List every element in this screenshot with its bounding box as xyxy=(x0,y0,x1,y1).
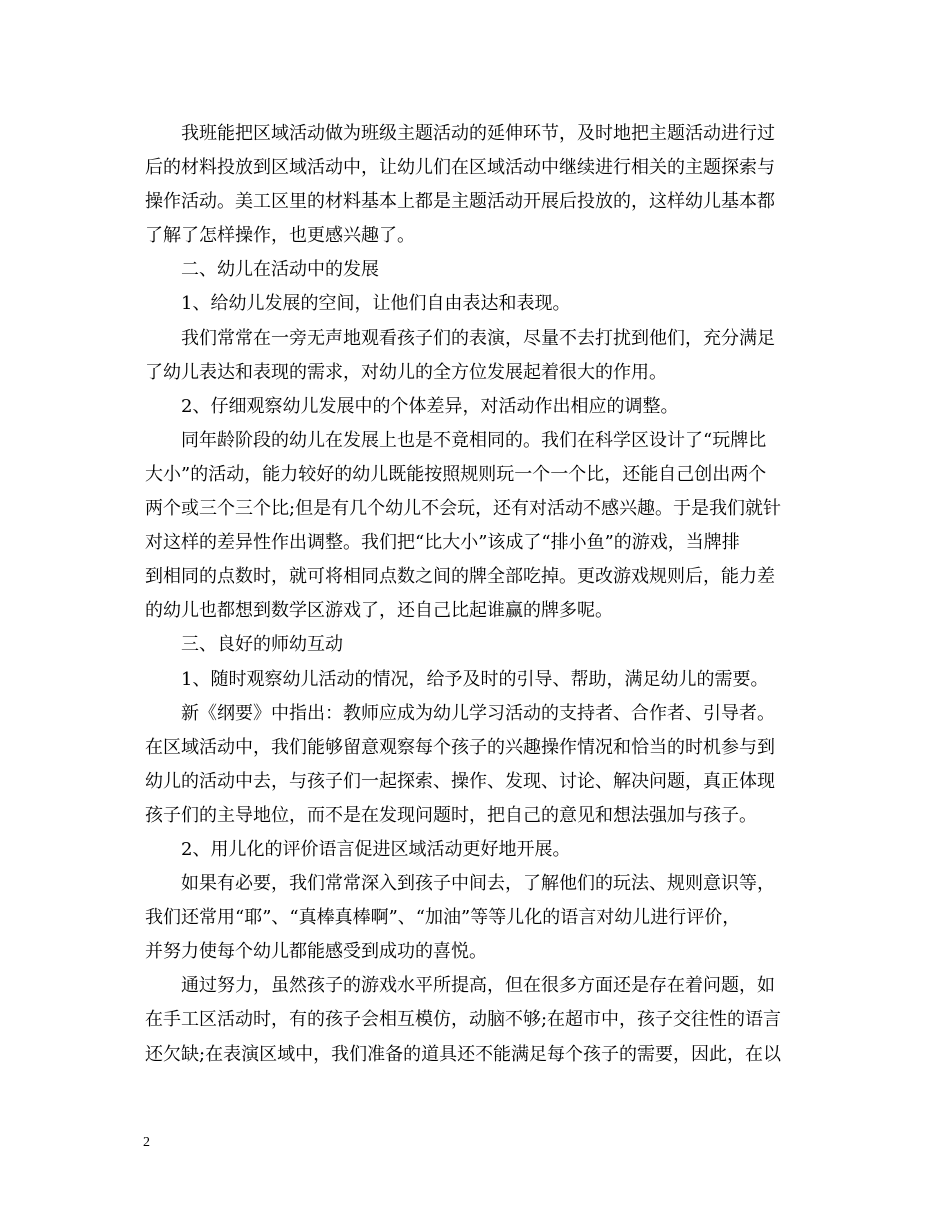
paragraph-intro: 我班能把区域活动做为班级主题活动的延伸环节，及时地把主题活动进行过 后的材料投放到区域活动中，让幼儿们在区域活动中继续进行相关的主题探索与 操作活动。美工区里的材料基本上都是主题活动开展后投放的，这样幼儿基本都 了解了怎样操作，也更感兴趣了。 xyxy=(145,123,775,247)
paragraph-3-1: 新《纲要》中指出：教师应成为幼儿学习活动的支持者、合作者、引导者。 在区域活动中，我们能够留意观察每个孩子的兴趣操作情况和恰当的时机参与到 幼儿的活动中去，与孩子们一起探索、操作、发现、讨论、解决问题，真正体现 孩子们的主导地位，而不是在发现问题时，把自己的意见和想法强加与孩子。 xyxy=(145,702,775,826)
subheading-2-1: 1、给幼儿发展的空间，让他们自由表达和表现。 xyxy=(181,293,571,315)
paragraph-3-2: 如果有必要，我们常常深入到孩子中间去，了解他们的玩法、规则意识等， 我们还常用“耶”、“真棒真棒啊”、“加油”等等儿化的语言对幼儿进行评价， 并努力使每个幼儿都能感受到成功的喜悦。 xyxy=(145,873,775,963)
subheading-2-2: 2、仔细观察幼儿发展中的个体差异，对活动作出相应的调整。 xyxy=(181,395,679,417)
paragraph-2-2: 同年龄阶段的幼儿在发展上也是不竟相同的。我们在科学区设计了“玩牌比 大小”的活动，能力较好的幼儿既能按照规则玩一个一个比，还能自己创出两个 两个或三个三个比;但是有几个幼儿不会玩，还有对活动不感兴趣。于是我们就针 对这样的差异性作出调整。我们把“比大小”该成了“排小鱼”的游戏，当牌排 到相同的点数时，就可将相同点数之间的牌全部吃掉。更改游戏规则后，能力差 的幼儿也都想到数学区游戏了，还自己比起谁赢的牌多呢。 xyxy=(145,429,782,622)
section-heading-2: 二、幼儿在活动中的发展 xyxy=(181,259,379,281)
section-heading-3: 三、良好的师幼互动 xyxy=(181,634,343,656)
paragraph-2-1: 我们常常在一旁无声地观看孩子们的表演，尽量不去打扰到他们，充分满足 了幼儿表达和表现的需求，对幼儿的全方位发展起着很大的作用。 xyxy=(145,327,775,383)
subheading-3-1: 1、随时观察幼儿活动的情况，给予及时的引导、帮助，满足幼儿的需要。 xyxy=(181,668,769,690)
subheading-3-2: 2、用儿化的评价语言促进区域活动更好地开展。 xyxy=(181,838,571,860)
page-number: 2 xyxy=(143,1135,150,1150)
document-body xyxy=(145,117,802,1072)
paragraph-summary: 通过努力，虽然孩子的游戏水平所提高，但在很多方面还是存在着问题，如 在手工区活动时，有的孩子会相互模仿，动脑不够;在超市中，孩子交往性的语言 还欠缺;在表演区域中，我们准备的道具还不能满足每个孩子的需要，因此，在以 xyxy=(145,975,782,1065)
